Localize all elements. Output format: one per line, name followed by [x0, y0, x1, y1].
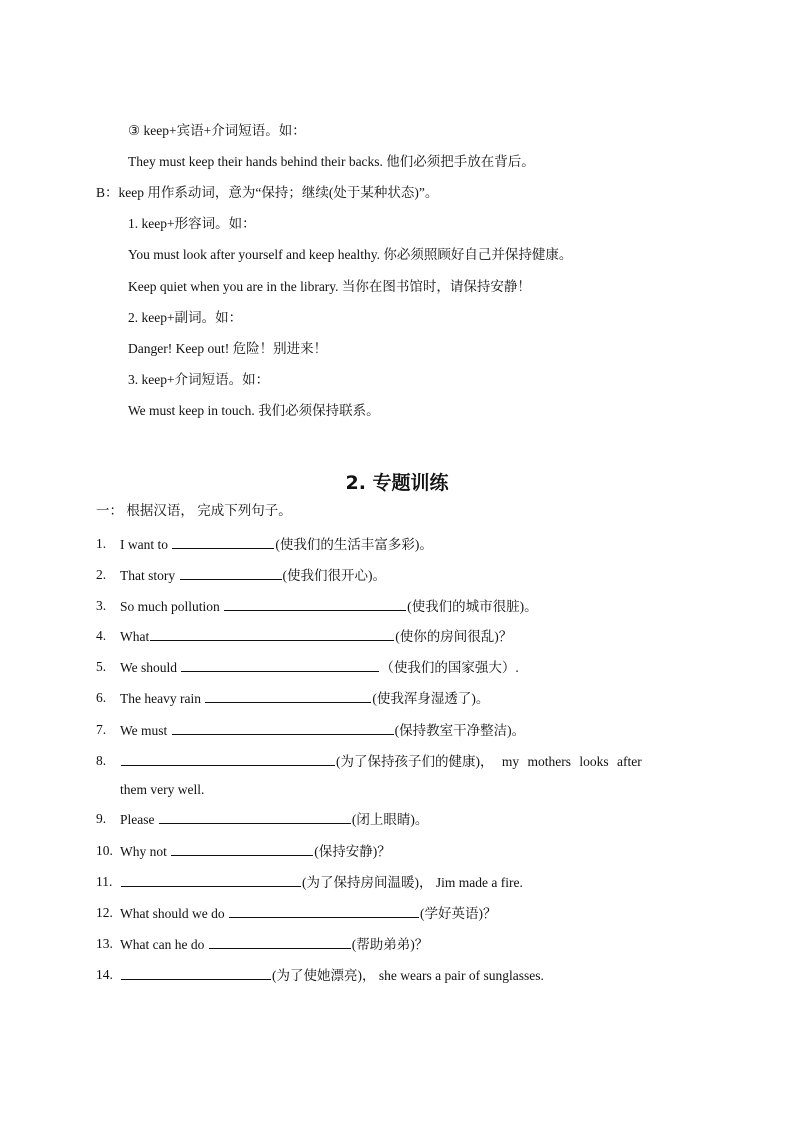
exercise-number: 12.	[96, 905, 113, 920]
grammar-example-4: Danger! Keep out! 危险！别进来！	[128, 341, 328, 356]
exercise-hint: （使我们的国家强大）.	[380, 660, 519, 675]
exercise-hint: (使我们的城市很脏)。	[407, 599, 538, 614]
answer-blank[interactable]	[209, 935, 351, 949]
exercise-hint: (使我们很开心)。	[282, 568, 386, 583]
answer-blank[interactable]	[121, 752, 335, 766]
answer-blank[interactable]	[224, 597, 406, 611]
exercise-text: The heavy rain	[120, 691, 205, 706]
exercise-number: 10.	[96, 843, 113, 858]
exercise-text: We should	[120, 660, 181, 675]
answer-blank[interactable]	[171, 842, 313, 856]
exercise-number: 11.	[96, 874, 113, 889]
answer-blank[interactable]	[150, 627, 394, 641]
section-instruction: 一： 根据汉语， 完成下列句子。	[96, 503, 292, 518]
exercise-number: 2.	[96, 567, 107, 582]
exercise-continuation: them very well.	[120, 782, 205, 797]
exercise-text: We must	[120, 723, 171, 738]
exercise-number: 13.	[96, 936, 113, 951]
exercise-text: What can he do	[120, 937, 208, 952]
exercise-number: 1.	[96, 536, 107, 551]
exercise-hint: (使我浑身湿透了)。	[372, 691, 490, 706]
grammar-example-5: We must keep in touch. 我们必须保持联系。	[128, 403, 380, 418]
grammar-line-4: 1. keep+形容词。如：	[128, 216, 256, 231]
exercise-text: I want to	[120, 537, 172, 552]
exercise-number: 6.	[96, 690, 107, 705]
exercise-hint: (闭上眼睛)。	[351, 812, 429, 827]
exercise-hint: (使我们的生活丰富多彩)。	[275, 537, 433, 552]
exercise-number: 7.	[96, 722, 107, 737]
exercise-number: 14.	[96, 967, 113, 982]
exercise-hint: (帮助弟弟)？	[351, 937, 429, 952]
exercise-number: 5.	[96, 659, 107, 674]
exercise-hint: (保持安静)？	[314, 844, 391, 859]
grammar-example-3: Keep quiet when you are in the library. 当你在图书馆时，请保持安静！	[128, 279, 531, 294]
answer-blank[interactable]	[229, 904, 419, 918]
exercise-text: What should we do	[120, 906, 228, 921]
answer-blank[interactable]	[172, 535, 274, 549]
exercise-number: 9.	[96, 811, 107, 826]
grammar-line-1: ③ keep+宾语+介词短语。如：	[128, 123, 306, 138]
exercise-text: Why not	[120, 844, 171, 859]
answer-blank[interactable]	[180, 566, 282, 580]
exercise-text: That story	[120, 568, 179, 583]
answer-blank[interactable]	[205, 689, 371, 703]
exercise-hint: (保持教室干净整洁)。	[394, 723, 526, 738]
exercise-number: 3.	[96, 598, 107, 613]
answer-blank[interactable]	[121, 966, 271, 980]
grammar-line-9: 3. keep+介词短语。如：	[128, 372, 270, 387]
answer-blank[interactable]	[172, 721, 394, 735]
exercise-hint: (为了保持孩子们的健康)， my mothers looks after	[336, 754, 642, 769]
grammar-line-7: 2. keep+副词。如：	[128, 310, 243, 325]
exercise-text: So much pollution	[120, 599, 224, 614]
exercise-number: 4.	[96, 628, 107, 643]
answer-blank[interactable]	[181, 658, 379, 672]
answer-blank[interactable]	[121, 873, 301, 887]
exercise-hint: (为了使她漂亮)， she wears a pair of sunglasses.	[272, 968, 544, 983]
exercise-text: Please	[120, 812, 158, 827]
exercise-hint: (为了保持房间温暖)， Jim made a fire.	[302, 875, 523, 890]
exercise-text: What	[120, 629, 150, 644]
answer-blank[interactable]	[159, 810, 351, 824]
exercise-number: 8.	[96, 753, 107, 768]
grammar-example-1: They must keep their hands behind their backs. 他们必须把手放在背后。	[128, 154, 535, 169]
exercise-hint: (使你的房间很乱)？	[395, 629, 513, 644]
exercise-hint: (学好英语)？	[419, 906, 497, 921]
grammar-point-b: B：keep 用作系动词，意为“保持；继续(处于某种状态)”。	[96, 185, 439, 200]
section-title: 2. 专题训练	[345, 472, 449, 494]
grammar-example-2: You must look after yourself and keep healthy. 你必须照顾好自己并保持健康。	[128, 247, 573, 262]
